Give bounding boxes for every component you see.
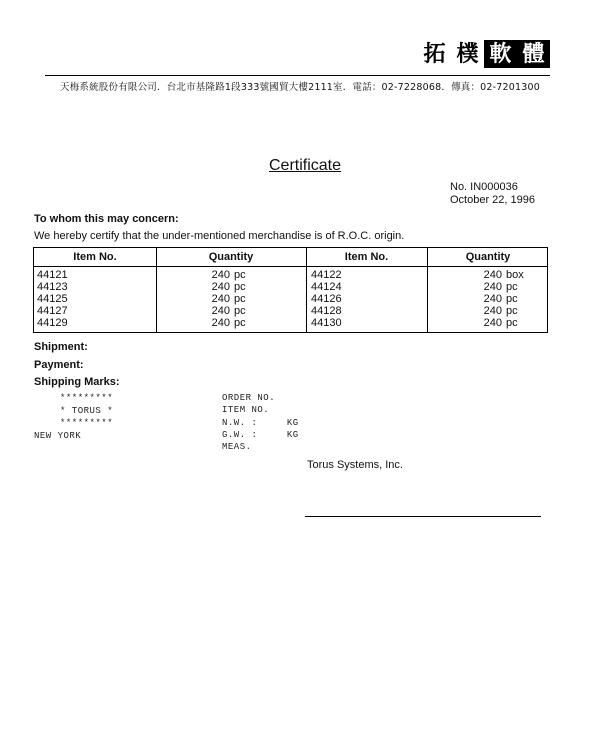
company-address-line: 天梅系統股份有限公司．台北市基隆路1段333號國貿大樓2111室．電話：02-7228068．傳真：02-7201300 [60,82,541,93]
column-header-item-no: Item No. [344,251,389,263]
unit-cell: pc [234,305,246,317]
item-number-cell: 44121 [37,269,68,281]
logo-char: 體 [517,40,550,68]
shipment-label: Shipment: [34,341,88,353]
item-number-cell: 44129 [37,317,68,329]
payment-label: Payment: [34,359,84,371]
quantity-cell: 240 [211,293,230,305]
item-number-cell: 44130 [311,317,342,329]
item-number-cell: 44123 [37,281,68,293]
unit-cell: pc [234,317,246,329]
unit-cell: box [506,269,524,281]
quantity-cell: 240 [211,305,230,317]
unit-cell: pc [506,305,518,317]
quantity-cell: 240 [211,281,230,293]
signer-company: Torus Systems, Inc. [307,459,403,471]
item-number-cell: 44122 [311,269,342,281]
quantity-cell: 240 [483,317,502,329]
quantity-cell: 240 [211,317,230,329]
mark-line: G.W. : KG [222,430,299,440]
certification-statement: We hereby certify that the under-mentioned merchandise is of R.O.C. origin. [34,230,405,242]
unit-cell: pc [506,281,518,293]
mark-line: N.W. : KG [222,418,299,428]
column-header-quantity: Quantity [465,251,511,263]
mark-line: ********* [60,418,114,428]
document-title: Certificate [268,157,342,174]
quantity-cell: 240 [483,281,502,293]
header-divider [45,75,550,76]
mark-line: ********* [60,393,114,403]
mark-line: NEW YORK [34,431,82,441]
quantity-cell: 240 [211,269,230,281]
quantity-cell: 240 [483,269,502,281]
merchandise-table [33,247,548,333]
header-row-divider [34,266,547,267]
unit-cell: pc [506,317,518,329]
unit-cell: pc [234,293,246,305]
logo-char: 軟 [484,40,517,68]
mark-line: * TORUS * [60,406,114,416]
signature-line [305,516,541,517]
company-logo [418,40,550,68]
column-header-item-no: Item No. [73,251,117,263]
item-number-cell: 44127 [37,305,68,317]
unit-cell: pc [506,293,518,305]
item-number-cell: 44126 [311,293,342,305]
column-header-quantity: Quantity [208,251,254,263]
item-number-cell: 44125 [37,293,68,305]
salutation: To whom this may concern: [34,213,179,225]
logo-char: 樸 [451,40,484,68]
shipping-marks-label: Shipping Marks: [34,376,120,388]
unit-cell: pc [234,281,246,293]
item-number-cell: 44124 [311,281,342,293]
document-number: No. IN000036 [450,181,518,193]
mark-line: ITEM NO. [222,405,270,415]
logo-char: 拓 [418,40,451,68]
item-number-cell: 44128 [311,305,342,317]
quantity-cell: 240 [483,305,502,317]
unit-cell: pc [234,269,246,281]
quantity-cell: 240 [483,293,502,305]
mark-line: MEAS. [222,442,252,452]
document-date: October 22, 1996 [450,194,536,206]
mark-line: ORDER NO. [222,393,276,403]
